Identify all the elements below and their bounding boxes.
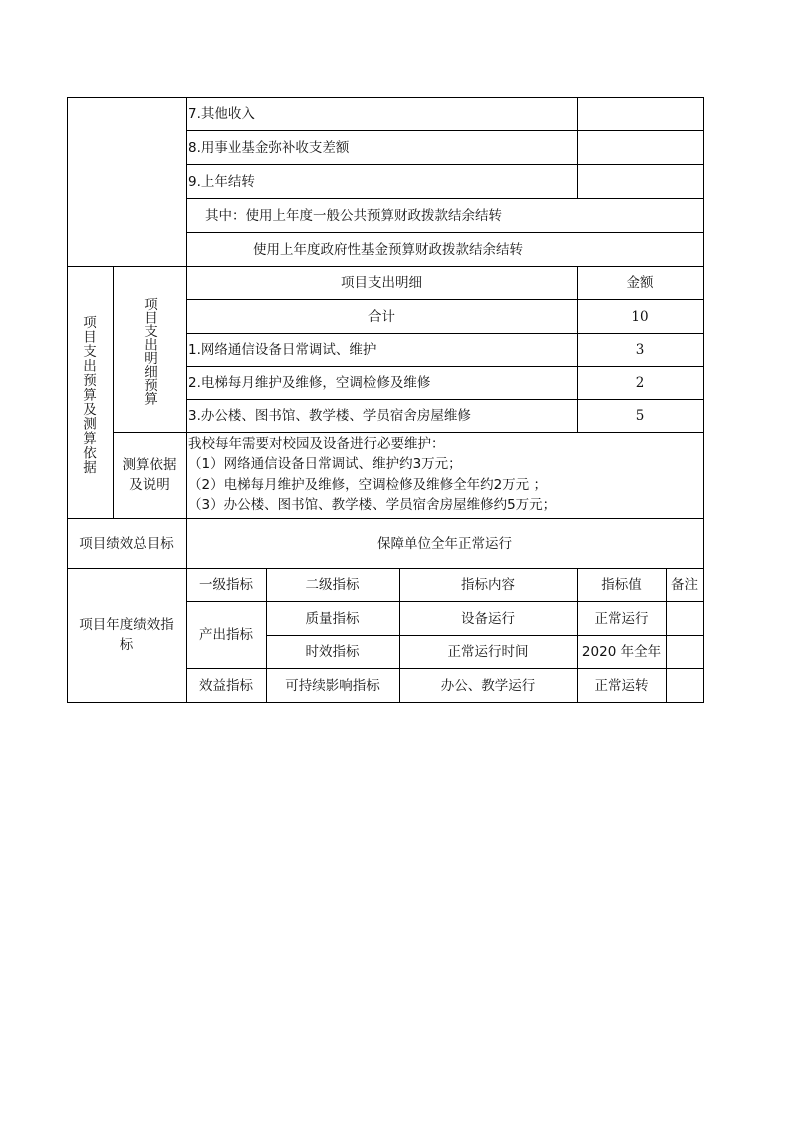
- expense-item-name: 3.办公楼、图书馆、教学楼、学员宿舍房屋维修: [188, 408, 471, 424]
- basis-line: （3）办公楼、图书馆、教学楼、学员宿舍房屋维修约5万元；: [188, 497, 557, 513]
- expense-total-value: 10: [631, 309, 649, 325]
- expense-item-name: 1.网络通信设备日常调试、维护: [188, 342, 377, 358]
- income-row-fund-carryover: 使用上年度政府性基金预算财政拨款结余结转: [253, 242, 523, 258]
- section-divider: [67, 518, 703, 519]
- row-divider: [186, 130, 703, 131]
- basis-label-line1: 测算依据: [122, 457, 177, 473]
- indicator-level2: 时效指标: [305, 644, 360, 660]
- indicator-content: 办公、教学运行: [440, 678, 536, 694]
- basis-line: （1）网络通信设备日常调试、维护约3万元；: [188, 456, 462, 472]
- income-row-fund-offset: 8.用事业基金弥补收支差额: [188, 140, 350, 156]
- expense-detail-text: 项目支出明细预算: [141, 296, 157, 405]
- indicators-label-line2: 标: [119, 637, 134, 653]
- row-divider: [186, 366, 703, 367]
- indicator-header-value: 指标值: [601, 577, 642, 593]
- row-divider: [266, 635, 703, 636]
- indicator-level2: 可持续影响指标: [285, 678, 380, 694]
- expense-item-amount: 2: [635, 375, 645, 391]
- section-divider: [67, 266, 703, 267]
- indicator-value: 2020 年全年: [581, 644, 662, 660]
- table-border-left: [67, 97, 68, 703]
- section-divider: [67, 568, 703, 569]
- expense-section-text: 项目支出预算及测算依据: [80, 315, 96, 475]
- indicator-content: 正常运行时间: [447, 644, 529, 660]
- row-divider: [113, 432, 703, 433]
- income-row-general-carryover: 其中：使用上年度一般公共预算财政拨款结余结转: [205, 208, 502, 224]
- row-divider: [186, 164, 703, 165]
- table-border-right: [703, 97, 704, 703]
- goal-label: 项目绩效总目标: [79, 536, 174, 552]
- expense-header-amount: 金额: [626, 275, 654, 291]
- expense-header-item: 项目支出明细: [341, 275, 422, 291]
- indicators-label-line1: 项目年度绩效指: [79, 617, 174, 633]
- row-divider: [186, 333, 703, 334]
- row-divider: [186, 668, 703, 669]
- expense-section-label: [79, 300, 101, 490]
- income-row-other: 7.其他收入: [188, 106, 255, 122]
- row-divider: [186, 399, 703, 400]
- basis-line: 我校每年需要对校园及设备进行必要维护：: [188, 436, 445, 452]
- expense-item-amount: 3: [635, 342, 645, 358]
- expense-detail-label: [140, 283, 160, 418]
- basis-label-line2: 及说明: [129, 477, 170, 493]
- indicator-header-level2: 二级指标: [305, 577, 360, 593]
- income-row-carryover: 9.上年结转: [188, 174, 255, 190]
- indicator-value: 正常运转: [594, 678, 649, 694]
- expense-total-label: 合计: [368, 309, 395, 325]
- indicator-level2: 质量指标: [305, 611, 360, 627]
- goal-value: 保障单位全年正常运行: [377, 536, 512, 552]
- column-divider: [577, 97, 578, 198]
- row-divider: [186, 601, 703, 602]
- basis-line: （2）电梯每月维护及维修，空调检修及维修全年约2万元 ；: [188, 477, 547, 493]
- indicator-value: 正常运行: [594, 611, 649, 627]
- table-border-top: [67, 97, 703, 98]
- row-divider: [186, 299, 703, 300]
- expense-item-name: 2.电梯每月维护及维修，空调检修及维修: [188, 375, 431, 391]
- indicator-header-note: 备注: [671, 577, 698, 593]
- indicator-content: 设备运行: [461, 611, 515, 627]
- expense-item-amount: 5: [635, 408, 645, 424]
- indicator-header-level1: 一级指标: [199, 577, 253, 593]
- indicator-header-content: 指标内容: [461, 577, 515, 593]
- row-divider: [186, 232, 703, 233]
- table-border-bottom: [67, 702, 703, 703]
- indicator-level1-benefit: 效益指标: [199, 678, 253, 694]
- indicator-level1-output: 产出指标: [199, 627, 253, 643]
- row-divider: [186, 198, 703, 199]
